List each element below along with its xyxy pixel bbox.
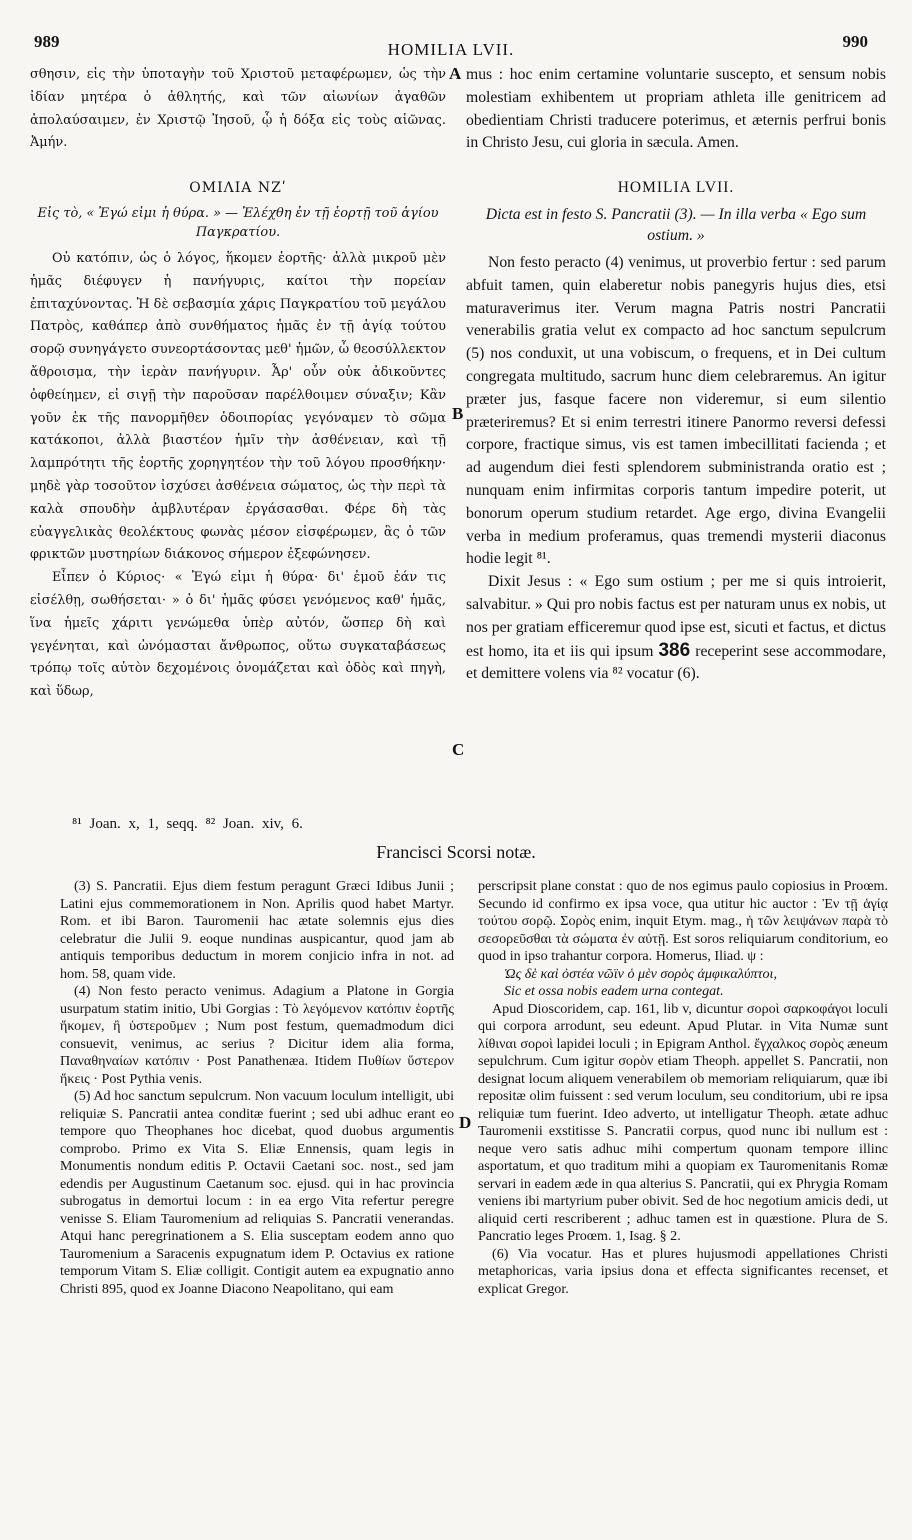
note-paragraph: Apud Dioscoridem, cap. 161, lib v, dicuntur σοροὶ σαρκοφάγοι loculi qui corpora arrodunt, seu edeunt. Apud Plutar. in Vita Numæ sunt λίθιναι σοροὶ lapidei loculi ; in Epigram Anthol. ἔγχαλκος σορὸς æneum sepulchrum. Cum igitur σορὸν etiam Theoph. appellet S. Pancratii, non designat locum aliquem venerabilem ob memoriam reliquiarum, quæ ibi repositæ olim fuissent : sed verum loculum, seu conditorium, ubi re ipsa reliquiæ tum fuerint. Ideo adverto, ut intelligatur Theoph. ætate adhuc Tauromenii exstitisse S. Pancratii corpus, quod nunc ibi nullum est : neque vero satis adhuc mihi compertum quonam tempore illinc asportatum, et quo traditum mihi a quopiam ex Tauromenitanis Romæ servari in eadem æde in qua alterius S. Pancratii, qui ex Phrygia Romam veniens ibi martyrium puber obivit. Sed de hoc negotium amicis dedi, ut aliquid certi rescriberent ; adhuc tamen est in quæstione. Plura de S. Pancratio leges Proœm. 1, Isag. § 2. [478, 1000, 888, 1244]
greek-paragraph: Εἶπεν ὁ Κύριος· « Ἐγώ εἰμι ἡ θύρα· δι' ἐμοῦ ἐάν τις εἰσέλθῃ, σωθήσεται· » ὁ δι' ἡμᾶς φύσει γενόμενος καθ' ἡμᾶς, ἵνα ἡμεῖς χάριτι γενώμεθα ὑπὲρ αὐτόν, ὥσπερ δὴ καὶ γεγένηται, καὶ ὠνόμασται ἄνθρωπος, οὕτω συγκαταβάσεως τρόπῳ τοῖς αὐτὸν δεχομένοις ὀνομάζεται καὶ ὁδὸς καὶ πηγὴ, καὶ ὕδωρ, [30, 570, 446, 700]
latin-column [466, 64, 886, 686]
running-header [34, 10, 868, 59]
margin-letter-a: A [449, 64, 462, 83]
margin-letter-b: B [452, 404, 464, 423]
latin-heading: HOMILIA LVII. [617, 179, 735, 197]
footnotes: ⁸¹ Joan. x, 1, seqq. ⁸² Joan. xiv, 6. [72, 816, 303, 832]
note-paragraph: (4) Non festo peracto venimus. Adagium a Platone in Gorgia usurpatum statim initio, Ubi Gorgias : Τὸ λεγόμενον κατόπιν ἑορτῆς ἥκομεν, ἢ ὑστεροῦμεν ; Num post festum, quemadmodum dici consuevit, venimus, ac serius ? Dicitur idem alia forma, Παναθηναίων κατόπιν · Post Panathenæa. Itidem Πυθίων ὕστερον ἥκεις · Post Pythia venis. [60, 983, 454, 1087]
column-number: 386 [658, 639, 691, 661]
latin-intro: mus : hoc enim certamine voluntarie suscepto, et sensum nobis molestiam exhibentem ut propriam athleta ille genitricem ad obedientiam Christi traducere poterimus, et æternis perfrui bonis in Christo Jesu, cui gloria in sæcula. Amen. [466, 66, 886, 152]
latin-text: receperint sese accommodare, et demittere volens via ⁸² vocatur (6). [466, 642, 887, 683]
page-number-right: 990 [842, 32, 868, 51]
latin-paragraph [466, 571, 886, 686]
notes-title: Francisci Scorsi notæ. [376, 842, 536, 862]
note-paragraph: (3) S. Pancratii. Ejus diem festum peragunt Græci Idibus Junii ; Latini ejus commemorationem in Non. Aprilis quod habet Martyr. Rom. et ibi Baron. Tauromenii hac ætate solemnis ejus dies celebratur die Julii 9. eoque nundinas auspicantur, quod jam ab antiquis temporibus deductum in morem conjicio infra in not. ad hom. 58, quam vide. [60, 878, 454, 982]
greek-intro: σθησιν, εἰς τὴν ὑποταγὴν τοῦ Χριστοῦ μεταφέρωμεν, ὡς τὴν ἰδίαν μητέρα ὁ ἀθλητής, καὶ τῶν αἰωνίων ἀγαθῶν ἀπολαύσαιμεν, ἐν Χριστῷ Ἰησοῦ, ᾧ ἡ δόξα εἰς τοὺς αἰῶνας. Ἀμήν. [30, 67, 446, 151]
notes-right-column [478, 878, 888, 1298]
greek-subtitle: Εἰς τὸ, « Ἐγώ εἰμι ἡ θύρα. » — Ἐλέχθη ἐν τῇ ἑορτῇ τοῦ ἁγίου Παγκρατίου. [37, 205, 439, 240]
page-number-left: 989 [34, 32, 60, 51]
note-paragraph: (5) Ad hoc sanctum sepulcrum. Non vacuum loculum intelligit, ubi reliquiæ S. Pancratii antea conditæ fuerint ; sed ubi adhuc erant eo tempore quo Theophanes hoc dicebat, quod duobus argumentis comprobo. Primo ex Vita S. Eliæ Ennensis, quam legis in Monumentis nondum editis P. Octavii Caetani soc. nost., sed jam edendis per Augustinum Caetanum soc. ejusd. qui in hac provincia subrogatus in demortui locum : in ea ergo Vita refertur peregre venisse S. Eliam Tauromenium ad reliquias S. Pancratii venerandas. Atqui hanc peregrinationem a S. Elia susceptam eodem anno quo Tauromenium a Saracenis expugnatum idem P. Octavius ex ratione temporum Vitam S. Eliæ colligit. Contigit autem ea expugnatio anno Christi 895, quod ex Joanne Diacono Neapolitano, qui eam [60, 1088, 454, 1297]
latin-subtitle: Dicta est in festo S. Pancratii (3). — In illa verba « Ego sum ostium. » [485, 205, 867, 244]
margin-letter-d: D [459, 1113, 472, 1132]
verse-line: Sic et ossa nobis eadem urna contegat. [504, 983, 724, 999]
greek-paragraph: Οὐ κατόπιν, ὡς ὁ λόγος, ἥκομεν ἑορτῆς· ἀλλὰ μικροῦ μὲν ἡμᾶς διέφυγεν ἡ πανήγυρις, καίτοι τὴν πορείαν ἐπιταχύνοντας. Ἡ δὲ σεβασμία χάρις Παγκρατίου τοῦ μεγάλου Πατρὸς, καθάπερ ἀπὸ συνθήματος ἡμᾶς ἐν τῇ ἁγίᾳ τούτου σορῷ συνηγάγετο συνεορτάσοντας μεθ' ἡμῶν, ὦ θεοσύλλεκτον ἄθροισμα, τὴν ἱερὰν πανήγυριν. Ἆρ' οὖν οὐκ ἀδικοῦντες ὀφθείημεν, εἰ σιγῇ τὴν παροῦσαν παρέλθοιμεν σύναξιν; Κἂν γοῦν ἐκ τῆς πανορμῆθεν ὁδοιπορίας γεγόναμεν τὸ σῶμα κατάκοποι, ἀλλὰ βιαστέον ἡμῖν τὴν ἀσθένειαν, καὶ τῇ λαμπρότητι τῆς ἑορτῆς χορηγητέον τὴν τοῦ λόγου προσθήκην· μηδὲ γὰρ τοσοῦτον ἰσχύσει ἀσθένεια σώματος, ὡς τὴν περὶ τὰ καλὰ σπουδὴν ἀμβλυτέραν ἐργάσασθαι. Φέρε δὴ τὰς εὐαγγελικὰς θεολέκτους φωνὰς μέσον εἰσφέρωμεν, ἃς ὁ τῶν φρικτῶν μυστηρίων διάκονος σήμερον ἐξεφώνησεν. [30, 250, 446, 563]
note-paragraph: (6) Via vocatur. Has et plures hujusmodi appellationes Christi metaphoricas, varia ipsius dona et effecta significantes recenset, et explicat Gregor. [478, 1245, 888, 1297]
notes-left-column [60, 878, 454, 1298]
greek-heading: ΟΜΙΛΙΑ ΝΖʹ [189, 180, 287, 197]
latin-paragraph: Non festo peracto (4) venimus, ut proverbio fertur : sed parum abfuit tamen, quin elaberetur nobis panegyris hujus dies, etsi maturaverimus iter. Verum magna Patris nostri Pancratii venerabilis gratia velut ex compacto ad hoc sanctum sepulcrum (5) nos conduxit, ut una vobiscum, o frequens, et in Dei cultum congregata multitudo, sacrum hunc diem celebraremus. An igitur præter jus, fasque facere non videremur, si eum silentio præteriremus? Et si enim terrestri itinere Panormo reversi defessi corpore, fractique simus, vis est tamen imbecillitati facienda ; et ad augendum diei festi splendorem subministranda oratio est ; nunquam enim infirmitas corporis tantum impedire poterit, ut bonorum operum studium retardet. Age ergo, divina Evangelii verba in medium proferamus, quas tremendi mysterii diaconus hodie legit ⁸¹. [466, 253, 886, 568]
note-paragraph: perscripsit plane constat : quo de nos egimus paulo copiosius in Proœm. Secundo id confirmo ex ipsa voce, qua utitur hic auctor : Ἐν τῇ ἁγίᾳ τούτου σορῷ. Σορὸς enim, inquit Etym. mag., ἡ τῶν λειψάνων παρὰ τὸ σεσορεῦσθαι τὰ σώματα ἐν αὐτῇ. Est soros reliquiarum conditorium, eo quod in ipso trahantur corpora. Homerus, Iliad. ψ : [478, 878, 888, 964]
verse-line: Ὡς δὲ καὶ ὀστέα νῶϊν ὁ μὲν σορὸς ἀμφικαλύπτοι, [504, 965, 777, 982]
latin-text: Dixit Jesus : « Ego sum ostium ; per me si quis introierit, salvabitur. » Qui pro nobis factus est per naturam unus ex nobis, ut nos per gratiam efficeremur quod ipse est, sicuti et factus, et dictus est homo, ita et iis qui ipsum [466, 573, 886, 660]
running-title: HOMILIA LVII. [387, 40, 515, 59]
margin-letter-c: C [452, 740, 465, 759]
greek-column [30, 64, 446, 704]
